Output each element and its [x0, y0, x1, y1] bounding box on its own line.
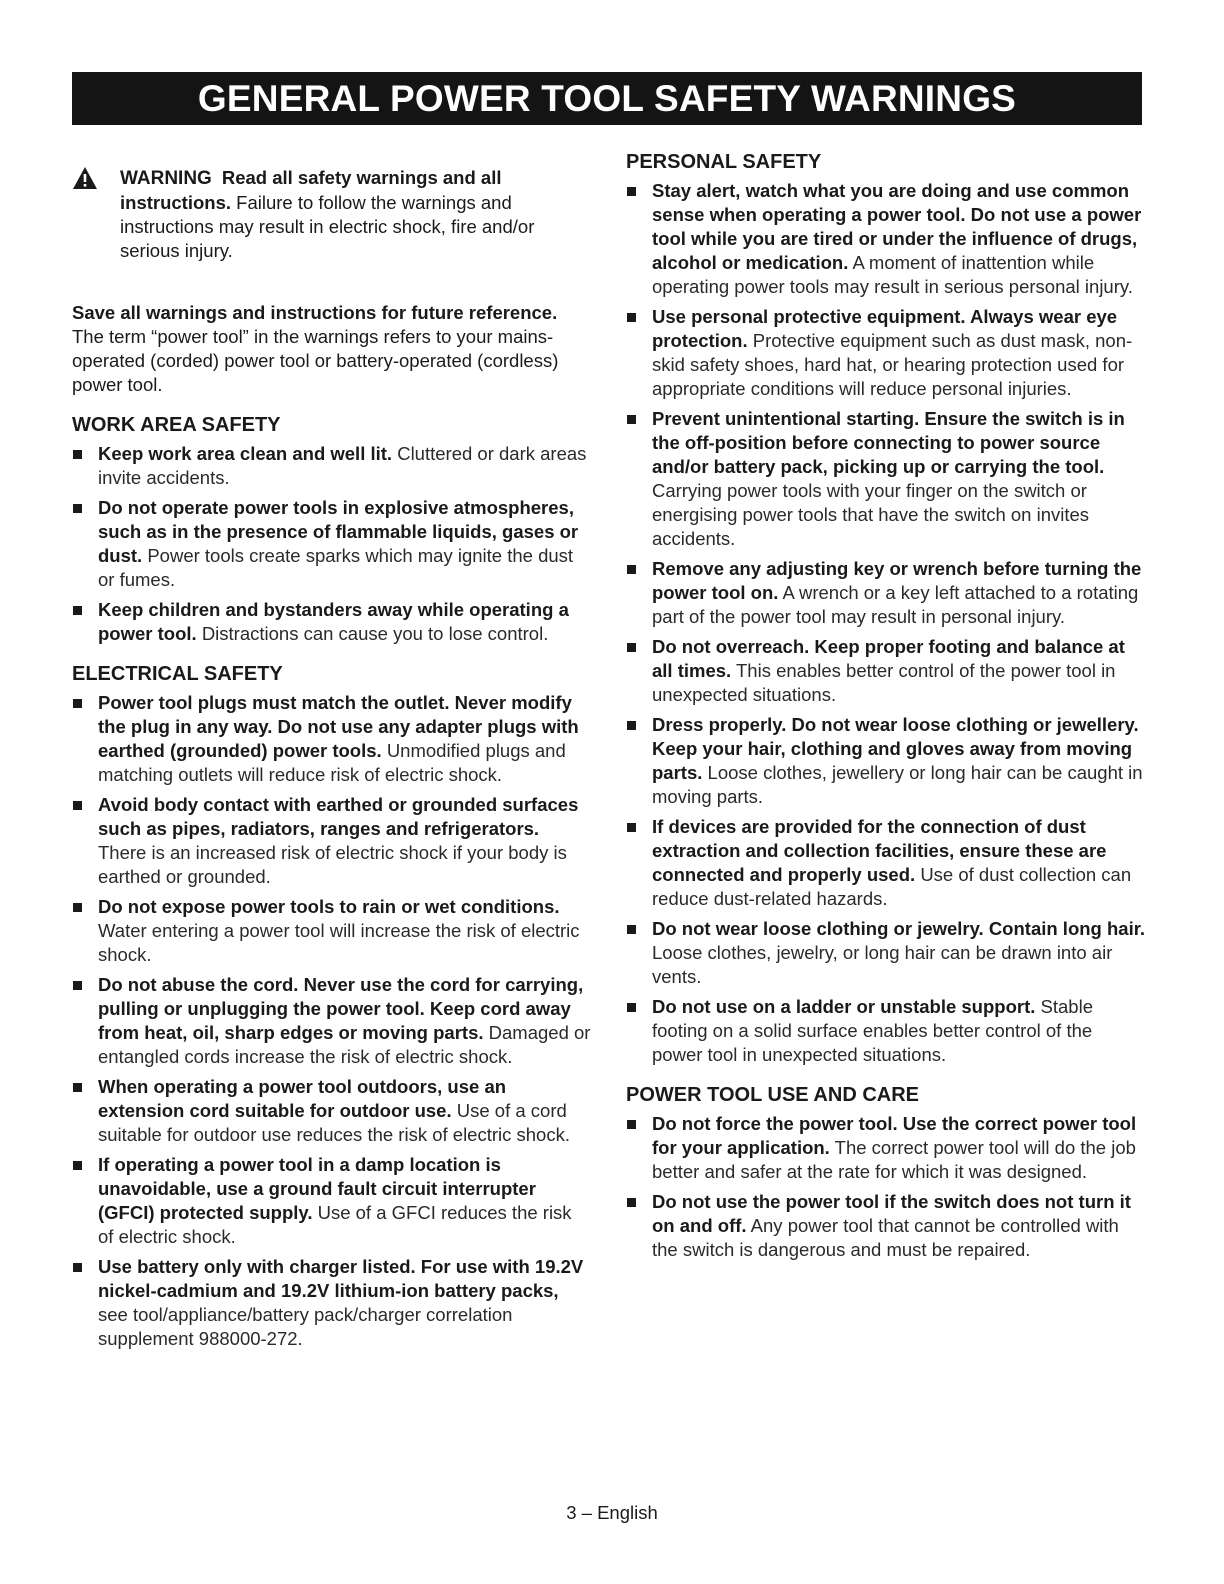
square-bullet-icon: [627, 1120, 636, 1129]
item-text: This enables better control of the power tool in unexpected situations.: [652, 660, 1116, 705]
heading-personal: PERSONAL SAFETY: [626, 151, 822, 173]
item-bold: Use battery only with charger listed. For use with 19.2V nickel-cadmium and 19.2V lithium-ion battery packs,: [98, 1256, 584, 1301]
item-bold: Do not wear loose clothing or jewelry. Contain long hair.: [652, 918, 1146, 939]
square-bullet-icon: [627, 823, 636, 832]
heading-use-care: POWER TOOL USE AND CARE: [626, 1084, 919, 1106]
item-bold: Do not expose power tools to rain or wet conditions.: [98, 896, 560, 917]
item-text: Cluttered or dark areas invite accidents.: [98, 443, 587, 488]
item-text: Use of a GFCI reduces the risk of electric shock.: [98, 1202, 572, 1247]
item-text: Loose clothes, jewelry, or long hair can be drawn into air vents.: [652, 942, 1113, 987]
square-bullet-icon: [73, 450, 82, 459]
item-bold: Dress properly. Do not wear loose clothing or jewellery. Keep your hair, clothing and gloves away from moving parts.: [652, 714, 1139, 783]
heading-electrical: ELECTRICAL SAFETY: [72, 663, 283, 685]
list-personal: [626, 179, 1146, 1067]
item-bold: Remove any adjusting key or wrench before turning the power tool on.: [652, 558, 1142, 603]
item-bold: If operating a power tool in a damp location is unavoidable, use a ground fault circuit interrupter (GFCI) protected supply.: [98, 1154, 536, 1223]
item-text: see tool/appliance/battery pack/charger correlation supplement 988000-272.: [98, 1304, 513, 1349]
square-bullet-icon: [627, 1003, 636, 1012]
square-bullet-icon: [627, 313, 636, 322]
list-item: [626, 557, 1146, 629]
list-work-area: [72, 442, 592, 646]
item-text: A wrench or a key left attached to a rotating part of the power tool may result in personal injury.: [652, 582, 1139, 627]
page-title: GENERAL POWER TOOL SAFETY WARNINGS: [72, 72, 1142, 125]
item-text: The correct power tool will do the job better and safer at the rate for which it was designed.: [652, 1137, 1136, 1182]
warning-bold: Read all safety warnings and all instructions.: [120, 167, 502, 213]
square-bullet-icon: [73, 504, 82, 513]
list-item: [72, 1255, 592, 1351]
list-item: [626, 635, 1146, 707]
item-bold: Do not operate power tools in explosive atmospheres, such as in the presence of flammable liquids, gases or dust.: [98, 497, 579, 566]
warning-text: Failure to follow the warnings and instructions may result in electric shock, fire and/or serious injury.: [120, 192, 535, 261]
item-bold: Do not abuse the cord. Never use the cord for carrying, pulling or unplugging the power tool. Keep cord away from heat, oil, sharp edges or moving parts.: [98, 974, 584, 1043]
item-text: Unmodified plugs and matching outlets will reduce risk of electric shock.: [98, 740, 566, 785]
square-bullet-icon: [627, 643, 636, 652]
item-bold: Power tool plugs must match the outlet. Never modify the plug in any way. Do not use any adapter plugs with earthed (grounded) power tools.: [98, 692, 579, 761]
item-bold: Do not overreach. Keep proper footing and balance at all times.: [652, 636, 1125, 681]
item-bold: Avoid body contact with earthed or grounded surfaces such as pipes, radiators, ranges and refrigerators.: [98, 794, 579, 839]
item-text: Use of dust collection can reduce dust-related hazards.: [652, 864, 1132, 909]
item-bold: Keep work area clean and well lit.: [98, 443, 393, 464]
square-bullet-icon: [73, 606, 82, 615]
intro-paragraph: [72, 301, 592, 397]
list-item: [72, 793, 592, 889]
list-item: [72, 973, 592, 1069]
list-item: [626, 305, 1146, 401]
list-item: [626, 995, 1146, 1067]
item-bold: Prevent unintentional starting. Ensure the switch is in the off-position before connecting to power source and/or battery pack, picking up or carrying the tool.: [652, 408, 1125, 477]
item-bold: Do not use on a ladder or unstable support.: [652, 996, 1036, 1017]
square-bullet-icon: [73, 1161, 82, 1170]
warning-icon: [72, 166, 98, 190]
square-bullet-icon: [73, 981, 82, 990]
intro-text: The term “power tool” in the warnings refers to your mains-operated (corded) power tool or battery-operated (cordless) power tool.: [72, 326, 559, 395]
warning-block: [72, 166, 592, 263]
list-item: [626, 713, 1146, 809]
item-bold: Do not use the power tool if the switch does not turn it on and off.: [652, 1191, 1131, 1236]
list-item: [72, 1075, 592, 1147]
list-use-care: [626, 1112, 1146, 1262]
square-bullet-icon: [73, 1263, 82, 1272]
heading-work-area: WORK AREA SAFETY: [72, 414, 281, 436]
item-text: A moment of inattention while operating power tools may result in serious personal injury.: [652, 252, 1133, 297]
square-bullet-icon: [627, 565, 636, 574]
item-text: There is an increased risk of electric shock if your body is earthed or grounded.: [98, 842, 567, 887]
item-text: Loose clothes, jewellery or long hair can be caught in moving parts.: [652, 762, 1143, 807]
warning-label: WARNING: [120, 168, 212, 189]
item-text: Use of a cord suitable for outdoor use reduces the risk of electric shock.: [98, 1100, 570, 1145]
square-bullet-icon: [73, 903, 82, 912]
list-item: [626, 1112, 1146, 1184]
item-bold: When operating a power tool outdoors, use an extension cord suitable for outdoor use.: [98, 1076, 507, 1121]
list-item: [72, 496, 592, 592]
list-electrical: [72, 691, 592, 1351]
list-item: [72, 442, 592, 490]
item-bold: Keep children and bystanders away while operating a power tool.: [98, 599, 569, 644]
list-item: [72, 598, 592, 646]
list-item: [72, 691, 592, 787]
item-text: Carrying power tools with your finger on the switch or energising power tools that have the switch on invites accidents.: [652, 480, 1090, 549]
item-text: Protective equipment such as dust mask, non-skid safety shoes, hard hat, or hearing protection used for appropriate conditions will reduce personal injuries.: [652, 330, 1133, 399]
item-bold: If devices are provided for the connection of dust extraction and collection facilities, ensure these are connected and properly used.: [652, 816, 1107, 885]
right-column: [626, 150, 1146, 1268]
item-text: Power tools create sparks which may ignite the dust or fumes.: [98, 545, 574, 590]
page-footer: 3 – English: [566, 1502, 658, 1523]
item-bold: Use personal protective equipment. Always wear eye protection.: [652, 306, 1118, 351]
item-bold: Do not force the power tool. Use the correct power tool for your application.: [652, 1113, 1137, 1158]
left-column: [72, 150, 592, 1357]
item-text: Damaged or entangled cords increase the risk of electric shock.: [98, 1022, 591, 1067]
square-bullet-icon: [627, 925, 636, 934]
list-item: [626, 917, 1146, 989]
square-bullet-icon: [73, 699, 82, 708]
list-item: [626, 815, 1146, 911]
list-item: [72, 895, 592, 967]
square-bullet-icon: [627, 721, 636, 730]
square-bullet-icon: [627, 1198, 636, 1207]
item-text: Water entering a power tool will increase the risk of electric shock.: [98, 920, 580, 965]
list-item: [626, 1190, 1146, 1262]
item-text: Distractions can cause you to lose control.: [201, 623, 549, 644]
item-text: Any power tool that cannot be controlled with the switch is dangerous and must be repaired.: [652, 1215, 1119, 1260]
item-bold: Stay alert, watch what you are doing and use common sense when operating a power tool. Do not use a power tool while you are tired or under the influence of drugs, alcohol or medication.: [652, 180, 1142, 273]
item-text: Stable footing on a solid surface enables better control of the power tool in unexpected situations.: [652, 996, 1093, 1065]
square-bullet-icon: [627, 415, 636, 424]
square-bullet-icon: [73, 1083, 82, 1092]
intro-bold: Save all warnings and instructions for future reference.: [72, 302, 558, 323]
square-bullet-icon: [627, 187, 636, 196]
square-bullet-icon: [73, 801, 82, 810]
list-item: [626, 407, 1146, 551]
list-item: [626, 179, 1146, 299]
list-item: [72, 1153, 592, 1249]
